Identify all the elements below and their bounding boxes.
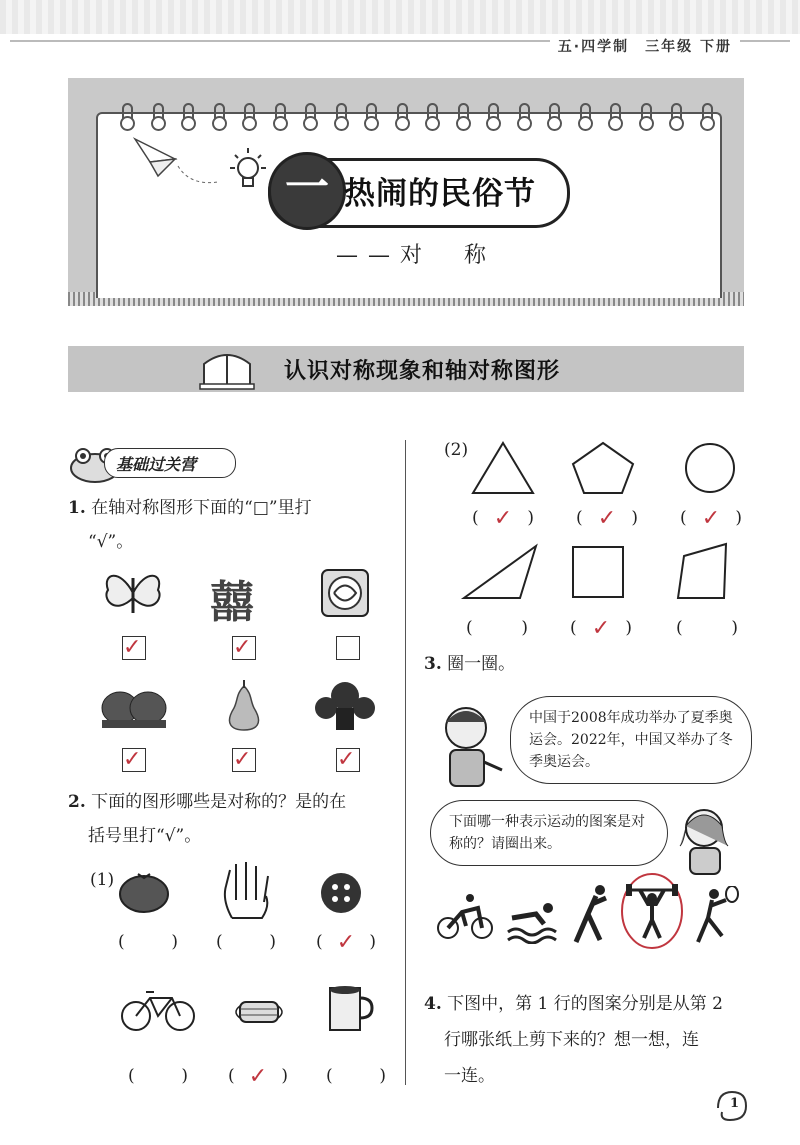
paren-open: ( bbox=[680, 508, 687, 528]
q3-text: 圈一圈。 bbox=[447, 654, 516, 674]
speech-bubble-2: 下面哪一种表示运动的图案是对称的？请圈出来。 bbox=[430, 800, 668, 866]
ring-hole bbox=[181, 116, 196, 131]
ring-hole bbox=[334, 116, 349, 131]
double-happiness-icon: 囍 bbox=[210, 577, 254, 628]
swimming-icon bbox=[506, 900, 558, 944]
paren-open: ( bbox=[570, 618, 577, 638]
answer-box[interactable] bbox=[232, 636, 256, 660]
cycling-icon bbox=[436, 890, 494, 942]
face-mask-icon bbox=[232, 998, 286, 1028]
answer-paren[interactable] bbox=[576, 508, 638, 530]
ring-hole bbox=[212, 116, 227, 131]
paren-open: ( bbox=[316, 932, 323, 952]
ring-hole bbox=[303, 116, 318, 131]
tomato-icon bbox=[116, 868, 172, 914]
girl-icon bbox=[672, 800, 738, 876]
answer-box[interactable] bbox=[336, 636, 360, 660]
paren-open: ( bbox=[128, 1066, 135, 1086]
q2-part2-label: (2) bbox=[444, 440, 469, 460]
ring-hole bbox=[120, 116, 135, 131]
q4-number: 4. bbox=[424, 994, 442, 1014]
ring-hole bbox=[578, 116, 593, 131]
answer-box[interactable] bbox=[232, 748, 256, 772]
paren-open: ( bbox=[216, 932, 223, 952]
ring-hole bbox=[151, 116, 166, 131]
answer-paren[interactable] bbox=[472, 508, 534, 530]
button-icon bbox=[318, 870, 364, 916]
paren-open: ( bbox=[326, 1066, 333, 1086]
q2-text-2: 括号里打“√”。 bbox=[88, 826, 202, 846]
answer-paren[interactable] bbox=[228, 1066, 288, 1088]
speech-bubble-1: 中国于2008年成功举办了夏季奥运会。2022年，中国又举办了冬季奥运会。 bbox=[510, 696, 752, 784]
ring-hole bbox=[242, 116, 257, 131]
tick-mark: ✓ bbox=[701, 506, 721, 531]
answer-box[interactable] bbox=[122, 748, 146, 772]
circle-shape bbox=[682, 440, 738, 496]
q4-text-1: 下图中，第 1 行的图案分别是从第 2 bbox=[447, 994, 723, 1014]
q2-number: 2. bbox=[68, 792, 86, 812]
section-title: 认识对称现象和轴对称图形 bbox=[284, 359, 561, 384]
paren-close: ) bbox=[735, 508, 742, 528]
paren-close: ) bbox=[181, 1066, 188, 1086]
paren-open: ( bbox=[118, 932, 125, 952]
paren-close: ) bbox=[527, 508, 534, 528]
answer-paren[interactable] bbox=[316, 932, 376, 954]
q2-part1-label: (1) bbox=[90, 870, 115, 890]
pear-icon bbox=[222, 680, 266, 732]
paren-open: ( bbox=[466, 618, 473, 638]
answer-paren[interactable] bbox=[118, 932, 178, 952]
ring-hole bbox=[639, 116, 654, 131]
ring-hole bbox=[700, 116, 715, 131]
column-divider bbox=[405, 440, 406, 1085]
answer-box[interactable] bbox=[336, 748, 360, 772]
ring-hole bbox=[547, 116, 562, 131]
butterfly-icon bbox=[100, 568, 166, 618]
badge-label: 基础过关营 bbox=[116, 455, 197, 474]
ring-hole bbox=[669, 116, 684, 131]
answer-paren[interactable] bbox=[326, 1066, 386, 1086]
paren-close: ) bbox=[379, 1066, 386, 1086]
volleyball-icon bbox=[566, 884, 612, 946]
tick-mark: ✓ bbox=[123, 747, 142, 772]
right-triangle-shape bbox=[460, 542, 540, 602]
paper-cut-icon bbox=[320, 568, 370, 618]
paren-close: ) bbox=[731, 618, 738, 638]
paren-open: ( bbox=[576, 508, 583, 528]
paren-close: ) bbox=[269, 932, 276, 952]
tick-mark: ✓ bbox=[597, 506, 617, 531]
paren-close: ) bbox=[281, 1066, 288, 1086]
q4-text-2: 行哪张纸上剪下来的？想一想，连 bbox=[444, 1030, 699, 1050]
tennis-icon bbox=[690, 886, 742, 946]
q1-text-2: “√”。 bbox=[88, 532, 134, 552]
paper-plane-icon bbox=[130, 134, 220, 194]
ring-hole bbox=[456, 116, 471, 131]
hand-icon bbox=[218, 860, 274, 920]
flower-cut-icon bbox=[312, 678, 378, 732]
paren-close: ) bbox=[521, 618, 528, 638]
tick-mark: ✓ bbox=[493, 506, 513, 531]
q3-number: 3. bbox=[424, 654, 442, 674]
answer-box[interactable] bbox=[122, 636, 146, 660]
ring-hole bbox=[608, 116, 623, 131]
answer-paren[interactable] bbox=[128, 1066, 188, 1086]
ring-hole bbox=[395, 116, 410, 131]
paren-close: ) bbox=[171, 932, 178, 952]
lightbulb-icon bbox=[226, 146, 270, 196]
tick-mark: ✓ bbox=[123, 635, 142, 660]
mug-icon bbox=[326, 982, 376, 1034]
header-strip bbox=[0, 0, 800, 34]
paren-open: ( bbox=[676, 618, 683, 638]
quadrilateral-shape bbox=[674, 540, 730, 602]
q4-text-3: 一连。 bbox=[444, 1066, 495, 1086]
chickens-icon bbox=[98, 680, 170, 730]
ring-hole bbox=[273, 116, 288, 131]
tick-mark: ✓ bbox=[336, 930, 356, 955]
ring-hole bbox=[517, 116, 532, 131]
paren-close: ) bbox=[369, 932, 376, 952]
answer-paren[interactable] bbox=[570, 618, 632, 640]
window-icon bbox=[198, 350, 256, 390]
weightlifting-icon-circled[interactable] bbox=[620, 872, 684, 950]
unit-subtitle: ——对 称 bbox=[336, 243, 497, 268]
tick-mark: ✓ bbox=[337, 747, 356, 772]
triangle-shape bbox=[470, 440, 536, 496]
paren-open: ( bbox=[228, 1066, 235, 1086]
bicycle-icon bbox=[120, 988, 196, 1032]
ring-hole bbox=[364, 116, 379, 131]
tick-mark: ✓ bbox=[233, 747, 252, 772]
paren-open: ( bbox=[472, 508, 479, 528]
boy-icon bbox=[436, 700, 506, 790]
q2-text-1: 下面的图形哪些是对称的？是的在 bbox=[91, 792, 347, 812]
paren-close: ) bbox=[631, 508, 638, 528]
answer-paren[interactable] bbox=[466, 618, 528, 638]
tick-mark: ✓ bbox=[233, 635, 252, 660]
page-number: 1 bbox=[730, 1096, 740, 1111]
header-grade: 五·四学制 三年级 下册 bbox=[550, 36, 740, 56]
q1-text-1: 在轴对称图形下面的“□”里打 bbox=[91, 498, 312, 518]
answer-paren[interactable] bbox=[680, 508, 742, 530]
tick-mark: ✓ bbox=[248, 1064, 268, 1089]
q1-number: 1. bbox=[68, 498, 86, 518]
pentagon-shape bbox=[570, 440, 636, 496]
answer-paren[interactable] bbox=[216, 932, 276, 952]
paren-close: ) bbox=[625, 618, 632, 638]
tick-mark: ✓ bbox=[591, 616, 611, 641]
unit-number: 一 bbox=[268, 152, 346, 230]
answer-paren[interactable] bbox=[676, 618, 738, 638]
square-shape bbox=[570, 544, 626, 600]
ring-hole bbox=[486, 116, 501, 131]
unit-title: 热闹的民俗节 bbox=[344, 176, 536, 212]
ring-hole bbox=[425, 116, 440, 131]
